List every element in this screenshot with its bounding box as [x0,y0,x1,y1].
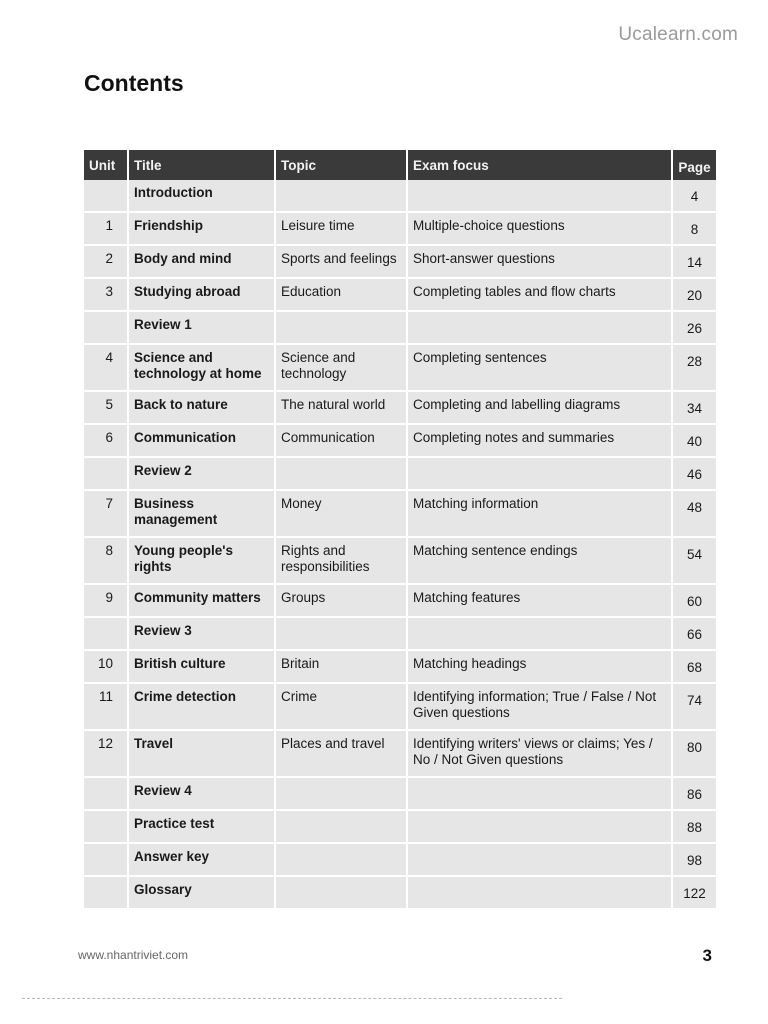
title-cell: Business management [129,491,276,538]
table-row [84,877,716,910]
header-page: Page [673,150,716,180]
unit-cell: 9 [84,585,129,618]
title-cell: Community matters [129,585,276,618]
exam-focus-cell: Completing and labelling diagrams [408,392,673,425]
table-body [84,180,716,910]
unit-cell: 2 [84,246,129,279]
unit-cell [84,180,129,213]
topic-cell: Sports and feelings [276,246,408,279]
topic-cell: Crime [276,684,408,731]
page-cell: 8 [673,213,716,246]
table-row [84,491,716,538]
page-cell: 48 [673,491,716,538]
exam-focus-cell: Matching headings [408,651,673,684]
title-cell: Communication [129,425,276,458]
title-cell: Answer key [129,844,276,877]
contents-table [84,150,716,910]
page-cell: 66 [673,618,716,651]
title-cell: Young people's rights [129,538,276,585]
page-cell: 40 [673,425,716,458]
table-row [84,684,716,731]
table-row [84,279,716,312]
table-header-row [84,150,716,180]
title-cell: Back to nature [129,392,276,425]
title-cell: Review 1 [129,312,276,345]
page-cell: 34 [673,392,716,425]
title-cell: Travel [129,731,276,778]
topic-cell: Communication [276,425,408,458]
topic-cell [276,811,408,844]
table-row [84,778,716,811]
table-row [84,180,716,213]
exam-focus-cell: Completing sentences [408,345,673,392]
table-row [84,458,716,491]
unit-cell: 4 [84,345,129,392]
page-cell: 98 [673,844,716,877]
topic-cell: Science and technology [276,345,408,392]
topic-cell: Rights and responsibilities [276,538,408,585]
exam-focus-cell [408,877,673,910]
header-title: Title [129,150,276,180]
unit-cell: 1 [84,213,129,246]
topic-cell: The natural world [276,392,408,425]
exam-focus-cell [408,844,673,877]
topic-cell [276,778,408,811]
table-row [84,731,716,778]
unit-cell: 7 [84,491,129,538]
table-row [84,213,716,246]
table-row [84,811,716,844]
page-cell: 14 [673,246,716,279]
exam-focus-cell [408,312,673,345]
unit-cell [84,844,129,877]
scan-edge-divider [22,998,562,1000]
topic-cell: Education [276,279,408,312]
exam-focus-cell: Multiple-choice questions [408,213,673,246]
header-unit: Unit [84,150,129,180]
title-cell: Glossary [129,877,276,910]
table-row [84,651,716,684]
topic-cell [276,180,408,213]
page-cell: 88 [673,811,716,844]
exam-focus-cell [408,811,673,844]
exam-focus-cell: Matching information [408,491,673,538]
watermark: Ucalearn.com [618,24,738,45]
topic-cell: Money [276,491,408,538]
table-row [84,844,716,877]
exam-focus-cell [408,618,673,651]
table-row [84,345,716,392]
topic-cell [276,844,408,877]
unit-cell: 5 [84,392,129,425]
page-cell: 26 [673,312,716,345]
topic-cell [276,877,408,910]
exam-focus-cell: Completing notes and summaries [408,425,673,458]
unit-cell: 6 [84,425,129,458]
page-cell: 46 [673,458,716,491]
page-title: Contents [84,70,184,96]
title-cell: Body and mind [129,246,276,279]
title-cell: British culture [129,651,276,684]
title-cell: Friendship [129,213,276,246]
table-row [84,246,716,279]
page-cell: 60 [673,585,716,618]
topic-cell [276,618,408,651]
title-cell: Review 2 [129,458,276,491]
unit-cell: 8 [84,538,129,585]
topic-cell [276,312,408,345]
exam-focus-cell [408,778,673,811]
page-cell: 54 [673,538,716,585]
unit-cell: 10 [84,651,129,684]
topic-cell: Groups [276,585,408,618]
page-cell: 122 [673,877,716,910]
table-row [84,392,716,425]
header-topic: Topic [276,150,408,180]
exam-focus-cell: Short-answer questions [408,246,673,279]
unit-cell [84,618,129,651]
footer-url: www.nhantriviet.com [78,948,189,962]
topic-cell: Britain [276,651,408,684]
exam-focus-cell [408,180,673,213]
header-exam-focus: Exam focus [408,150,673,180]
topic-cell: Leisure time [276,213,408,246]
title-cell: Review 3 [129,618,276,651]
table-row [84,618,716,651]
page-number: 3 [702,946,712,965]
topic-cell [276,458,408,491]
page-cell: 28 [673,345,716,392]
unit-cell: 11 [84,684,129,731]
exam-focus-cell: Completing tables and flow charts [408,279,673,312]
title-cell: Crime detection [129,684,276,731]
topic-cell: Places and travel [276,731,408,778]
page-cell: 86 [673,778,716,811]
unit-cell [84,312,129,345]
table-row [84,585,716,618]
unit-cell: 3 [84,279,129,312]
exam-focus-cell: Identifying information; True / False / Not Given questions [408,684,673,731]
page-cell: 68 [673,651,716,684]
unit-cell: 12 [84,731,129,778]
unit-cell [84,458,129,491]
page-cell: 74 [673,684,716,731]
exam-focus-cell: Matching sentence endings [408,538,673,585]
table-row [84,312,716,345]
unit-cell [84,778,129,811]
title-cell: Science and technology at home [129,345,276,392]
page-cell: 80 [673,731,716,778]
page-cell: 4 [673,180,716,213]
page-cell: 20 [673,279,716,312]
exam-focus-cell: Identifying writers' views or claims; Yes / No / Not Given questions [408,731,673,778]
table-row [84,425,716,458]
exam-focus-cell [408,458,673,491]
unit-cell [84,811,129,844]
unit-cell [84,877,129,910]
title-cell: Studying abroad [129,279,276,312]
title-cell: Review 4 [129,778,276,811]
title-cell: Introduction [129,180,276,213]
title-cell: Practice test [129,811,276,844]
table-row [84,538,716,585]
exam-focus-cell: Matching features [408,585,673,618]
